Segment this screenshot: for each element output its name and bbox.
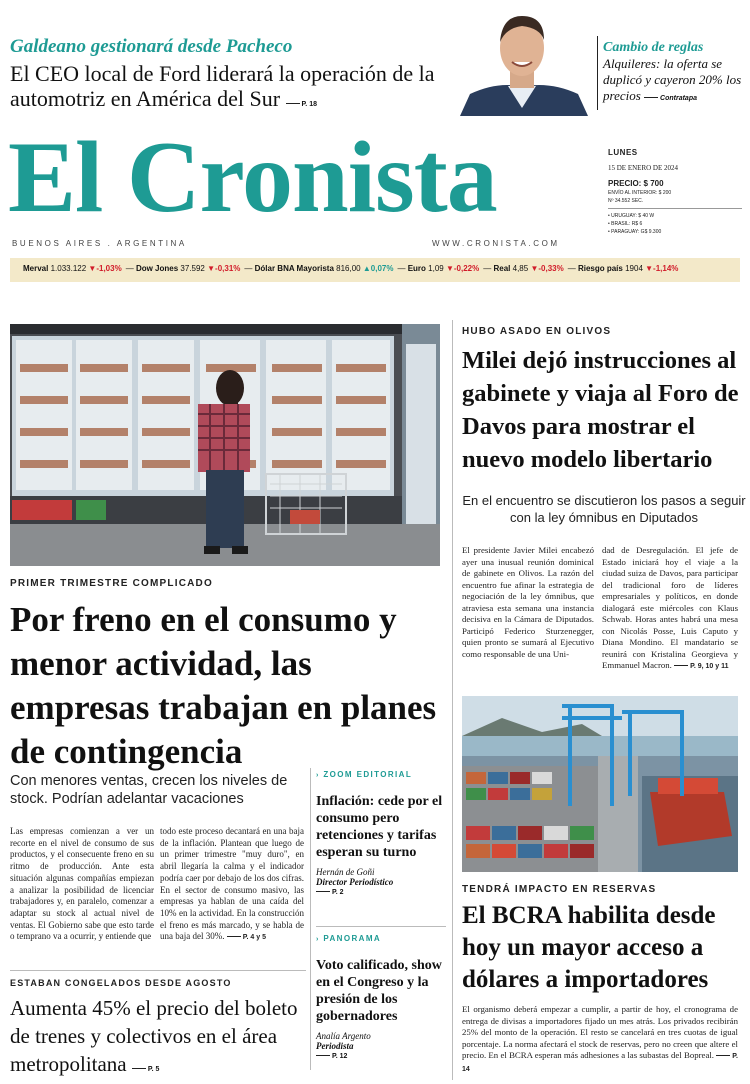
up-arrow-icon: ▲ [362, 264, 371, 273]
bcra-headline[interactable]: El BCRA habilita desde hoy un mayor acceso a dólares a importadores [462, 902, 716, 993]
market-real: Real 4,85 ▼-0,33% [493, 264, 564, 273]
lead-headline[interactable]: Por freno en el consumo y menor actividad, las empresas trabajan en planes de contingencia [10, 600, 437, 771]
issue-price: PRECIO: $ 700 [608, 179, 664, 188]
lead-page-ref: P. 4 y 5 [227, 934, 266, 941]
milei-body-col2: dad de Desregulación. El jefe de Estado iniciará hoy el viaje a la ciudad suiza de Davos, para participar del tradicional foro de líderes empresariales y políticos, en donde dialogará este miércoles con Klaus Schwab. Horas antes habrá una mesa con Nicolás Posse, Luis Caputo y Diana Mondino. El mandatario se reunirá con Kristalina Georgieva y Emmanuel Macron. P. 9, 10 y 11 [602, 545, 738, 670]
zoom-role: Director Periodístico [316, 877, 394, 887]
panorama[interactable] [316, 934, 444, 1060]
down-arrow-icon: ▼ [445, 264, 454, 273]
trains-kicker: ESTABAN CONGELADOS DESDE AGOSTO [10, 978, 232, 988]
lead-body-col1: Las empresas comienzan a ver un recorte en el nivel de consumo de sus productos, y el consecuente freno en su ritmo de producción. Ante esta situación algunas compañías empiezan a analizar la posibilidad de licenciar trabajadores y, en paralelo, comenzar a adaptar su stock al actual nivel de ventas. El Gobierno sabe que esto tarde o temprano va a ocurrir, y entiende que [10, 826, 154, 942]
panorama-label: › PANORAMA [316, 934, 382, 943]
panorama-author: Analía Argento [316, 1031, 371, 1041]
market-euro: Euro 1,09 ▼-0,22% [407, 264, 480, 273]
logo[interactable]: El Cronista [8, 121, 497, 234]
milei-page-ref: P. 9, 10 y 11 [674, 663, 728, 670]
issue-date: 15 DE ENERO DE 2024 [608, 164, 678, 172]
lead-subhead: Con menores ventas, crecen los niveles de stock. Podrían adelantar vacaciones [10, 773, 288, 807]
lead-body-col2: todo este proceso decantará en una baja de la inflación. Plantean que luego de un primer trimestre "muy duro", en abril llegaría la calma y el indicador podría caer por debajo de los dos cifras. En el sector de consumo masivo, las empresas ya hablan de una caída del 10% en la actividad. En la construcción el freno es más marcado, y se habla de una baja del 30%. P. 4 y 5 [160, 826, 304, 942]
market-dow: Dow Jones 37.592 ▼-0,31% [135, 264, 241, 273]
down-arrow-icon: ▼ [88, 264, 97, 273]
zoom-page-ref: P. 2 [316, 889, 344, 896]
teaser-page-ref: P. 18 [286, 101, 317, 108]
side-page-ref: Contratapa [644, 95, 697, 102]
lead-kicker: PRIMER TRIMESTRE COMPLICADO [10, 578, 213, 589]
issue-price-interior: ENVÍO AL INTERIOR: $ 200 [608, 190, 672, 196]
price-paraguay: • PARAGUAY: G$ 9.300 [608, 229, 662, 235]
milei-subhead: En el encuentro se discutieron los pasos a seguir con la ley ómnibus en Diputados [462, 493, 746, 525]
side-kicker: Cambio de reglas [603, 40, 704, 55]
milei-body-col1: El presidente Javier Milei encabezó ayer una inusual reunión dominical de gabinete en Olivos. La razón del encuentro fue afinar la estrategia de negociación de la ley ómnibus, que atraviesa esta semana una instancia decisiva en la Cámara de Diputados. Participó Federico Sturzenegger, quien pronto se sumará al Ejecutivo como responsable de una Uni- [462, 545, 594, 659]
chevron-right-icon: › [316, 772, 320, 779]
price-brasil: • BRASIL: R$ 6 [608, 221, 643, 227]
zoom-author: Hernán de Goñi [316, 867, 375, 877]
markets-bar: Merval 1.033.122 ▼-1,03% — Dow Jones 37.592 ▼-0,31% — Dólar BNA Mayorista 816,00 ▲0,07% — Euro 1,09 ▼-0,22% — Real 4,85 ▼-0,33% — Riesgo país 1904 ▼-1,14% [10, 258, 740, 282]
zoom-editorial[interactable] [316, 770, 444, 896]
issue-day: LUNES [608, 148, 638, 157]
chevron-right-icon: › [316, 936, 320, 943]
milei-headline[interactable]: Milei dejó instrucciones al gabinete y viaja al Foro de Davos para mostrar el nuevo modelo libertario [462, 347, 739, 473]
market-dolar: Dólar BNA Mayorista 816,00 ▲0,07% [254, 264, 394, 273]
teaser-block[interactable] [10, 36, 440, 117]
price-uruguay: • URUGUAY: $ 40 W [608, 213, 655, 219]
down-arrow-icon: ▼ [645, 264, 654, 273]
trains-page-ref: P. 5 [132, 1066, 160, 1073]
ceo-portrait [456, 8, 588, 116]
bcra-page-ref: P. 14 [462, 1053, 738, 1073]
panorama-page-ref: P. 12 [316, 1053, 347, 1060]
panorama-headline: Voto calificado, show en el Congreso y la presión de los gobernadores [316, 958, 442, 1024]
side-teaser[interactable] [603, 40, 743, 107]
issue-number: Nº 34.552 SEC. [608, 198, 644, 204]
zoom-label: › ZOOM EDITORIAL [316, 770, 413, 779]
milei-kicker: HUBO ASADO EN OLIVOS [462, 326, 612, 337]
market-merval: Merval 1.033.122 ▼-1,03% [23, 264, 122, 273]
side-headline: Alquileres: la oferta se duplicó y cayeron 20% los precios Contratapa [603, 56, 742, 103]
bcra-body: El organismo deberá empezar a cumplir, a partir de hoy, el cronograma de entrega de divisas a importadores fijado un mes atrás. Los privados recibirán 25% del monto de la operación. El resto se cancelará en tres cuotas de igual porcentaje. La norma afectará el stock de reservas, pero no creen que altere el precio. En el BCRA esperan más adhesiones a las subastas del Bopreal. P. 14 [462, 1004, 738, 1073]
issue-info [608, 148, 748, 235]
teaser-kicker: Galdeano gestionará desde Pacheco [10, 36, 293, 57]
down-arrow-icon: ▼ [530, 264, 539, 273]
zoom-headline: Inflación: cede por el consumo pero retenciones y tarifas esperan su turno [316, 794, 443, 860]
panorama-role: Periodista [316, 1041, 354, 1051]
bcra-kicker: TENDRÁ IMPACTO EN RESERVAS [462, 884, 657, 895]
website[interactable]: WWW.CRONISTA.COM [432, 239, 560, 248]
teaser-headline: El CEO local de Ford liderará la operación de la automotriz en América del Sur P. 18 [10, 61, 435, 111]
trains-headline[interactable]: Aumenta 45% el precio del boleto de trenes y colectivos en el área metropolitana P. 5 [10, 996, 298, 1076]
market-riesgo: Riesgo país 1904 ▼-1,14% [577, 264, 679, 273]
supermarket-photo [10, 324, 440, 566]
down-arrow-icon: ▼ [207, 264, 216, 273]
port-photo [462, 696, 738, 872]
city-line: BUENOS AIRES . ARGENTINA [12, 239, 187, 248]
